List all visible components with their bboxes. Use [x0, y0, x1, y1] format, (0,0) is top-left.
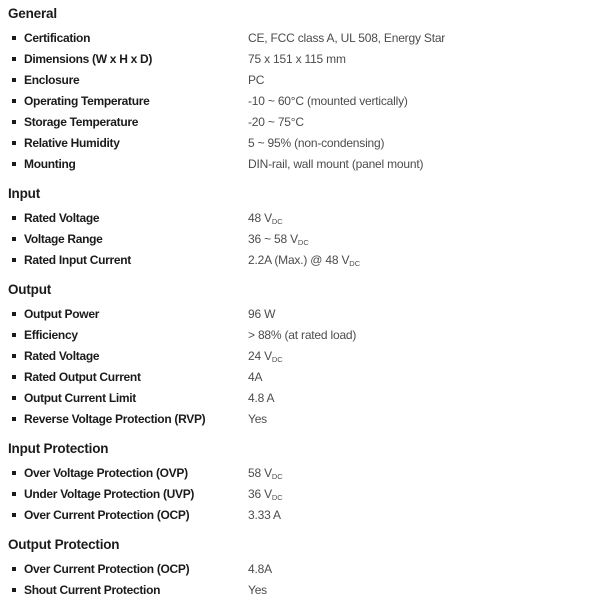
spec-label: Under Voltage Protection (UVP) [24, 486, 195, 501]
spec-row [8, 303, 600, 324]
bullet-icon [12, 36, 16, 40]
bullet-icon [12, 375, 16, 379]
spec-value [248, 253, 360, 267]
spec-label: Voltage Range [24, 231, 103, 246]
spec-label: Enclosure [24, 72, 80, 87]
spec-value [248, 412, 267, 426]
spec-value [248, 232, 309, 246]
value-subscript: DC [271, 355, 283, 364]
spec-value [248, 115, 304, 129]
value-text: Yes [248, 411, 267, 426]
value-text: -10 ~ 60°C (mounted vertically) [248, 93, 408, 108]
value-text: 4A [248, 369, 263, 384]
spec-value [248, 349, 283, 363]
bullet-icon [12, 258, 16, 262]
value-text: 5 ~ 95% (non-condensing) [248, 135, 385, 150]
spec-value [248, 73, 264, 87]
value-subscript: DC [271, 472, 283, 481]
spec-label: Rated Voltage [24, 348, 100, 363]
bullet-icon [12, 588, 16, 592]
value-text: > 88% (at rated load) [248, 327, 357, 342]
spec-row [8, 324, 600, 345]
spec-value [248, 31, 445, 45]
spec-row [8, 27, 600, 48]
bullet-icon [12, 471, 16, 475]
bullet-icon [12, 513, 16, 517]
bullet-icon [12, 162, 16, 166]
section-title: Output [8, 282, 52, 297]
bullet-icon [12, 333, 16, 337]
spec-value [248, 94, 408, 108]
value-text: 96 W [248, 306, 276, 321]
section-title: Input Protection [8, 441, 109, 456]
value-text: 4.8 A [248, 390, 275, 405]
spec-value [248, 487, 283, 501]
bullet-icon [12, 120, 16, 124]
spec-row [8, 366, 600, 387]
value-subscript: DC [297, 238, 309, 247]
spec-label: Rated Input Current [24, 252, 131, 267]
spec-row [8, 132, 600, 153]
spec-value [248, 562, 272, 576]
spec-row [8, 228, 600, 249]
spec-value [248, 157, 423, 171]
spec-section [8, 536, 600, 600]
spec-value [248, 307, 275, 321]
spec-label: Over Voltage Protection (OVP) [24, 465, 188, 480]
value-text: 58 V [248, 465, 272, 480]
value-text: 75 x 151 x 115 mm [248, 51, 346, 66]
value-subscript: DC [271, 217, 283, 226]
spec-row [8, 504, 600, 525]
spec-label: Relative Humidity [24, 135, 120, 150]
spec-value [248, 391, 274, 405]
spec-row [8, 462, 600, 483]
bullet-icon [12, 396, 16, 400]
bullet-icon [12, 141, 16, 145]
spec-row [8, 387, 600, 408]
spec-label: Dimensions (W x H x D) [24, 51, 153, 66]
spec-value [248, 583, 267, 597]
spec-value [248, 52, 346, 66]
spec-value [248, 136, 384, 150]
value-subscript: DC [349, 259, 361, 268]
spec-row [8, 48, 600, 69]
value-text: 36 V [248, 486, 272, 501]
spec-label: Rated Voltage [24, 210, 100, 225]
spec-label: Output Current Limit [24, 390, 136, 405]
spec-label: Certification [24, 30, 91, 45]
spec-label: Shout Current Protection [24, 582, 161, 597]
value-text: 36 ~ 58 V [248, 231, 298, 246]
spec-row [8, 69, 600, 90]
value-text: -20 ~ 75°C [248, 114, 304, 129]
spec-section [8, 440, 600, 525]
value-text: 2.2A (Max.) @ 48 V [248, 252, 350, 267]
bullet-icon [12, 78, 16, 82]
spec-label: Rated Output Current [24, 369, 141, 384]
spec-row [8, 408, 600, 429]
spec-section [8, 5, 600, 174]
bullet-icon [12, 492, 16, 496]
spec-row [8, 558, 600, 579]
spec-row [8, 111, 600, 132]
spec-value [248, 370, 262, 384]
spec-row [8, 207, 600, 228]
spec-row [8, 483, 600, 504]
spec-label: Efficiency [24, 327, 78, 342]
section-title: Output Protection [8, 537, 120, 552]
bullet-icon [12, 99, 16, 103]
value-text: 3.33 A [248, 507, 281, 522]
spec-label: Over Current Protection (OCP) [24, 507, 190, 522]
spec-label: Storage Temperature [24, 114, 139, 129]
spec-label: Output Power [24, 306, 100, 321]
value-subscript: DC [271, 493, 283, 502]
value-text: 48 V [248, 210, 272, 225]
bullet-icon [12, 567, 16, 571]
spec-label: Reverse Voltage Protection (RVP) [24, 411, 206, 426]
value-text: 4.8A [248, 561, 272, 576]
value-text: DIN-rail, wall mount (panel mount) [248, 156, 424, 171]
bullet-icon [12, 312, 16, 316]
section-title: Input [8, 186, 40, 201]
spec-row [8, 345, 600, 366]
bullet-icon [12, 354, 16, 358]
spec-value [248, 211, 283, 225]
spec-label: Over Current Protection (OCP) [24, 561, 190, 576]
section-title: General [8, 6, 57, 21]
spec-row [8, 153, 600, 174]
spec-section [8, 281, 600, 429]
spec-section [8, 185, 600, 270]
spec-value [248, 466, 283, 480]
bullet-icon [12, 237, 16, 241]
spec-row [8, 249, 600, 270]
bullet-icon [12, 417, 16, 421]
spec-row [8, 579, 600, 600]
spec-value [248, 328, 356, 342]
spec-row [8, 90, 600, 111]
value-text: Yes [248, 582, 267, 597]
spec-label: Operating Temperature [24, 93, 150, 108]
bullet-icon [12, 57, 16, 61]
spec-label: Mounting [24, 156, 76, 171]
value-text: 24 V [248, 348, 272, 363]
bullet-icon [12, 216, 16, 220]
spec-value [248, 508, 281, 522]
value-text: PC [248, 72, 265, 87]
value-text: CE, FCC class A, UL 508, Energy Star [248, 30, 446, 45]
